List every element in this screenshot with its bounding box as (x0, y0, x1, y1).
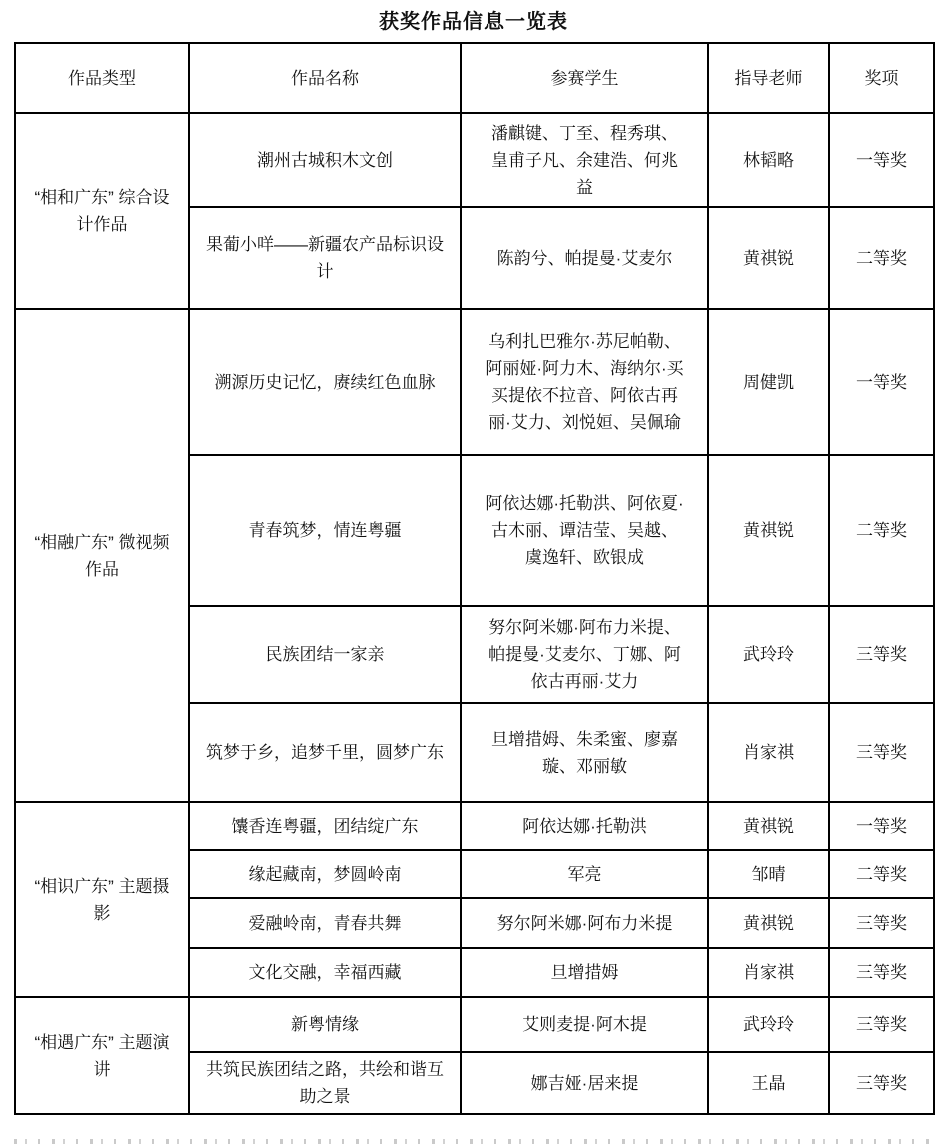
teacher-cell: 林韬略 (708, 113, 829, 207)
students-cell: 旦增措姆、朱柔蜜、廖嘉璇、邓丽敏 (461, 703, 708, 802)
award-cell: 三等奖 (829, 948, 934, 997)
category-cell: “相和广东” 综合设计作品 (15, 113, 189, 309)
award-cell: 三等奖 (829, 997, 934, 1052)
teacher-cell: 武玲玲 (708, 606, 829, 703)
teacher-cell: 肖家祺 (708, 948, 829, 997)
students-cell: 艾则麦提·阿木提 (461, 997, 708, 1052)
students-cell: 军亮 (461, 850, 708, 898)
page-title: 获奖作品信息一览表 (379, 11, 568, 33)
students-cell: 努尔阿米娜·阿布力米提、帕提曼·艾麦尔、丁娜、阿依古再丽·艾力 (461, 606, 708, 703)
award-cell: 二等奖 (829, 207, 934, 309)
work-title-cell: 新粤情缘 (189, 997, 461, 1052)
award-cell: 二等奖 (829, 850, 934, 898)
header-cell-teacher: 指导老师 (708, 43, 829, 113)
teacher-cell: 黄祺锐 (708, 898, 829, 948)
teacher-cell: 周健凯 (708, 309, 829, 455)
work-title-cell: 青春筑梦，情连粤疆 (189, 455, 461, 606)
category-cell: “相识广东” 主题摄影 (15, 802, 189, 997)
teacher-cell: 黄祺锐 (708, 455, 829, 606)
header-cell-type: 作品类型 (15, 43, 189, 113)
work-title-cell: 共筑民族团结之路，共绘和谐互助之景 (189, 1052, 461, 1114)
header-cell-title: 作品名称 (189, 43, 461, 113)
students-cell: 乌利扎巴雅尔·苏尼帕勒、阿丽娅·阿力木、海纳尔·买买提依不拉音、阿依古再丽·艾力、刘悦姮、吴佩瑜 (461, 309, 708, 455)
table-row (15, 113, 934, 207)
students-cell: 潘麒键、丁至、程秀琪、皇甫子凡、余建浩、何兆益 (461, 113, 708, 207)
teacher-cell: 武玲玲 (708, 997, 829, 1052)
category-cell: “相融广东” 微视频作品 (15, 309, 189, 802)
work-title-cell: 筑梦于乡，追梦千里，圆梦广东 (189, 703, 461, 802)
cropped-text-remnant (14, 1139, 933, 1144)
award-cell: 一等奖 (829, 309, 934, 455)
award-cell: 三等奖 (829, 703, 934, 802)
students-cell: 阿依达娜·托勒洪、阿依夏·古木丽、谭洁莹、吴越、虞逸轩、欧银成 (461, 455, 708, 606)
work-title-cell: 果葡小咩——新疆农产品标识设计 (189, 207, 461, 309)
work-title-cell: 爱融岭南，青春共舞 (189, 898, 461, 948)
work-title-cell: 溯源历史记忆，赓续红色血脉 (189, 309, 461, 455)
work-title-cell: 民族团结一家亲 (189, 606, 461, 703)
award-cell: 三等奖 (829, 898, 934, 948)
students-cell: 娜吉娅·居来提 (461, 1052, 708, 1114)
work-title-cell: 文化交融，幸福西藏 (189, 948, 461, 997)
table-row (15, 802, 934, 850)
award-cell: 三等奖 (829, 606, 934, 703)
category-cell: “相遇广东” 主题演讲 (15, 997, 189, 1114)
teacher-cell: 邹晴 (708, 850, 829, 898)
teacher-cell: 黄祺锐 (708, 802, 829, 850)
students-cell: 努尔阿米娜·阿布力米提 (461, 898, 708, 948)
award-cell: 一等奖 (829, 113, 934, 207)
teacher-cell: 王晶 (708, 1052, 829, 1114)
award-cell: 一等奖 (829, 802, 934, 850)
header-cell-students: 参赛学生 (461, 43, 708, 113)
work-title-cell: 馕香连粤疆，团结绽广东 (189, 802, 461, 850)
students-cell: 阿依达娜·托勒洪 (461, 802, 708, 850)
teacher-cell: 肖家祺 (708, 703, 829, 802)
awards-table (14, 42, 935, 1115)
table-row (15, 997, 934, 1052)
students-cell: 陈韵兮、帕提曼·艾麦尔 (461, 207, 708, 309)
work-title-cell: 潮州古城积木文创 (189, 113, 461, 207)
award-cell: 三等奖 (829, 1052, 934, 1114)
table-header-row (15, 43, 934, 113)
table-row (15, 309, 934, 455)
award-cell: 二等奖 (829, 455, 934, 606)
students-cell: 旦增措姆 (461, 948, 708, 997)
header-cell-award: 奖项 (829, 43, 934, 113)
work-title-cell: 缘起藏南，梦圆岭南 (189, 850, 461, 898)
teacher-cell: 黄祺锐 (708, 207, 829, 309)
